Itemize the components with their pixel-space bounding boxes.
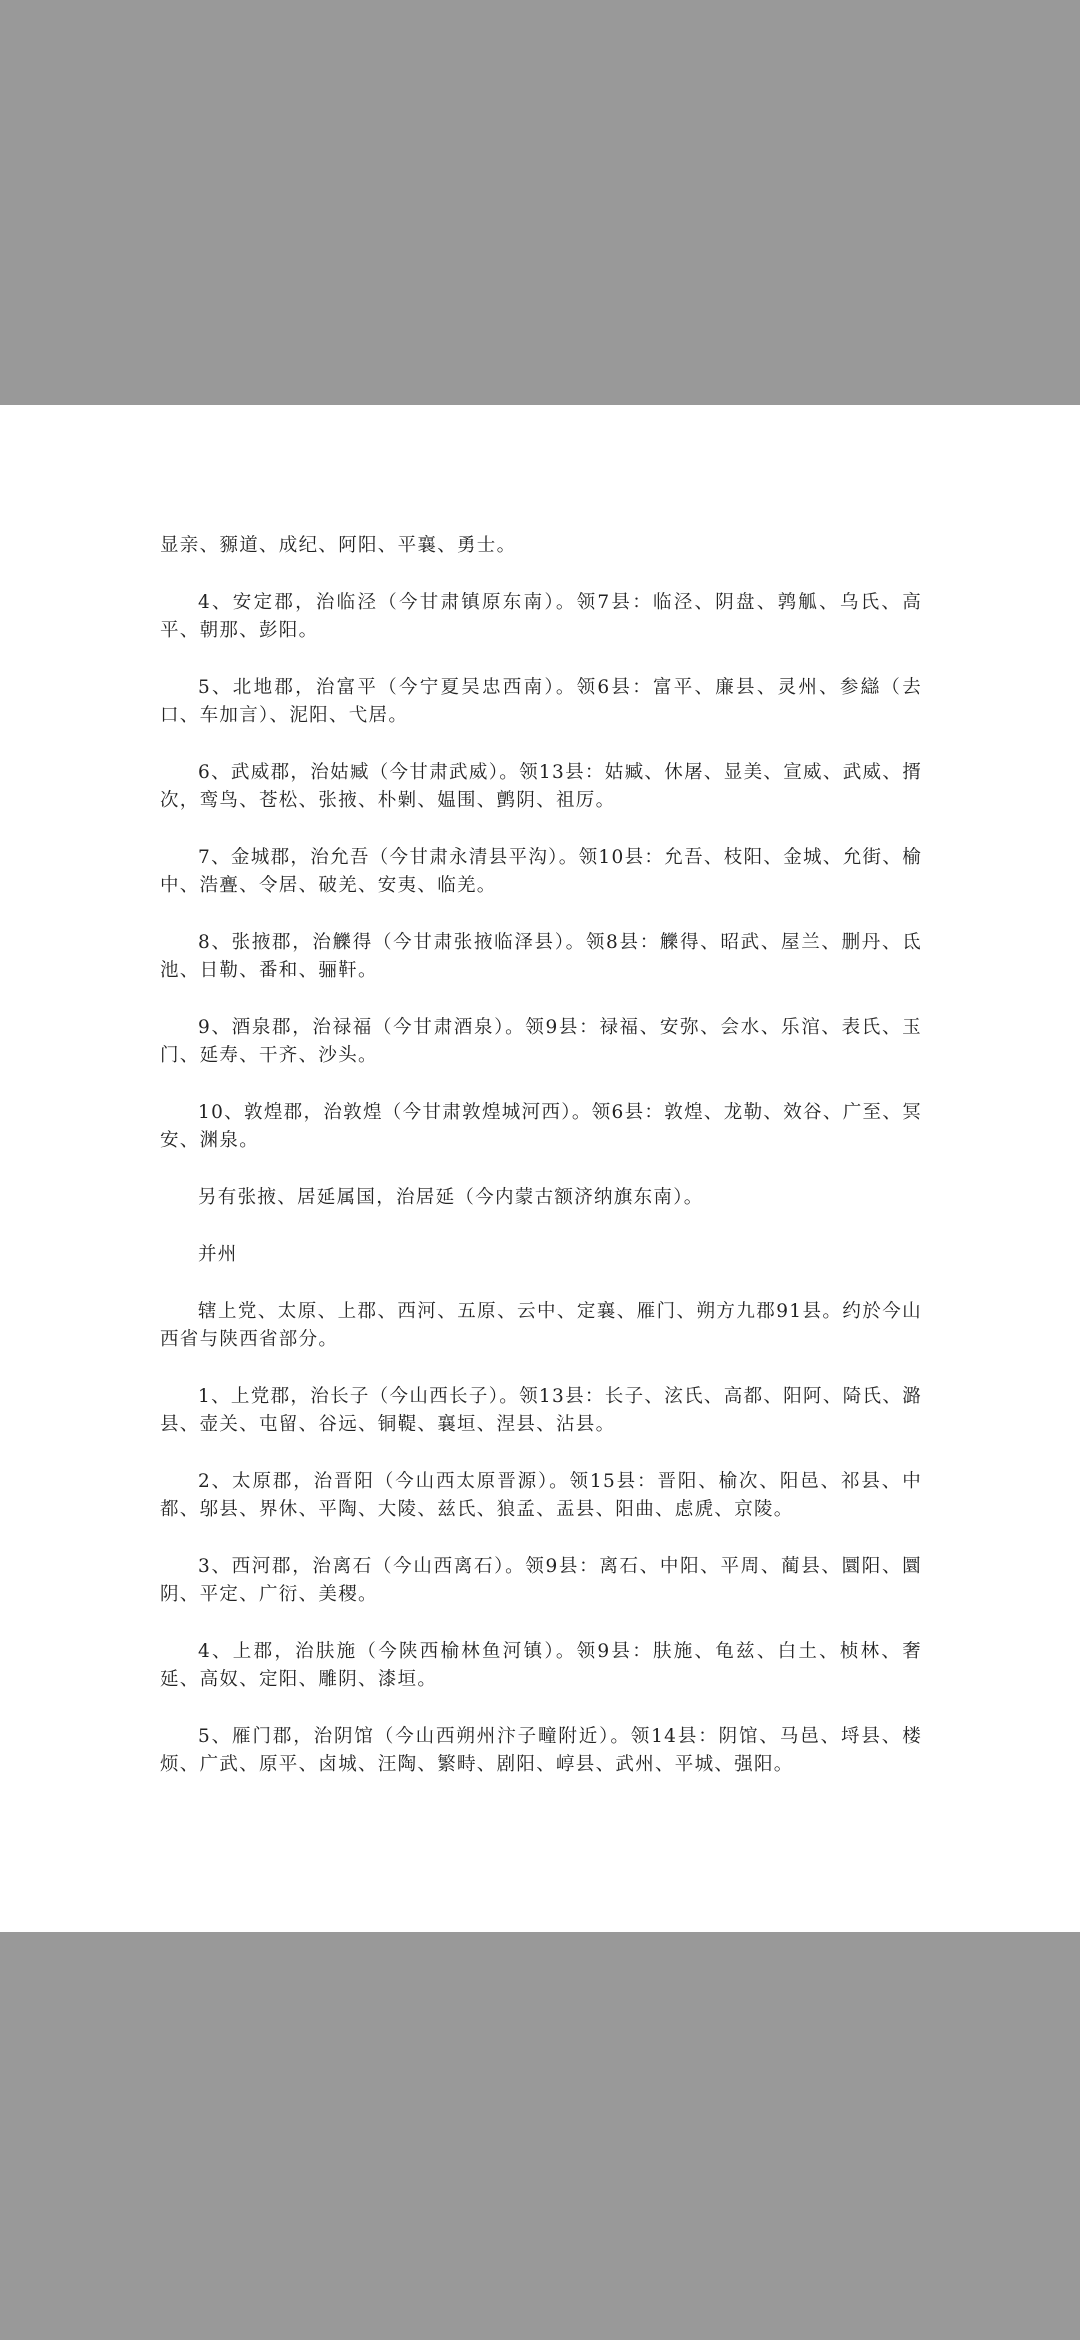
paragraph: 5、雁门郡，治阴馆（今山西朔州汴子疃附近）。领14县：阴馆、马邑、埒县、楼烦、广武、原平、卤城、汪陶、繁畤、剧阳、崞县、武州、平城、强阳。 [160, 1726, 922, 1775]
paragraph: 5、北地郡，治富平（今宁夏吴忠西南）。领6县：富平、廉县、灵州、参䜌（去口、车加言）、泥阳、弋居。 [160, 677, 922, 726]
paragraph: 2、太原郡，治晋阳（今山西太原晋源）。领15县：晋阳、榆次、阳邑、祁县、中都、邬县、界休、平陶、大陵、兹氏、狼孟、盂县、阳曲、虑虒、京陵。 [160, 1471, 922, 1520]
page-body [160, 532, 922, 1808]
paragraph: 并州 [198, 1244, 238, 1265]
paragraph: 辖上党、太原、上郡、西河、五原、云中、定襄、雁门、朔方九郡91县。约於今山西省与陕西省部分。 [160, 1301, 922, 1350]
paragraph: 9、酒泉郡，治禄福（今甘肃酒泉）。领9县：禄福、安弥、会水、乐涫、表氏、玉门、延寿、干齐、沙头。 [160, 1017, 922, 1066]
paragraph: 7、金城郡，治允吾（今甘肃永清县平沟）。领10县：允吾、枝阳、金城、允街、榆中、浩亹、令居、破羌、安夷、临羌。 [160, 847, 922, 896]
paragraph: 显亲、豲道、成纪、阿阳、平襄、勇士。 [160, 535, 517, 556]
paragraph: 3、西河郡，治离石（今山西离石）。领9县：离石、中阳、平周、蔺县、圜阳、圜阴、平定、广衍、美稷。 [160, 1556, 922, 1605]
paragraph: 6、武威郡，治姑臧（今甘肃武威）。领13县：姑臧、休屠、显美、宣威、武威、揟次，鸾鸟、苍松、张掖、朴劋、媪围、鹯阴、祖厉。 [160, 762, 922, 811]
paragraph: 4、安定郡，治临泾（今甘肃镇原东南）。领7县：临泾、阴盘、鹑觚、乌氏、高平、朝那、彭阳。 [160, 592, 922, 641]
paragraph: 另有张掖、居延属国，治居延（今内蒙古额济纳旗东南）。 [198, 1187, 704, 1208]
paragraph: 10、敦煌郡，治敦煌（今甘肃敦煌城河西）。领6县：敦煌、龙勒、效谷、广至、冥安、渊泉。 [160, 1102, 922, 1151]
paragraph: 4、上郡，治肤施（今陕西榆林鱼河镇）。领9县：肤施、龟兹、白土、桢林、奢延、高奴、定阳、雕阴、漆垣。 [160, 1641, 922, 1690]
paragraph: 8、张掖郡，治觻得（今甘肃张掖临泽县）。领8县：觻得、昭武、屋兰、删丹、氐池、日勒、番和、骊靬。 [160, 932, 922, 981]
paragraph: 1、上党郡，治长子（今山西长子）。领13县：长子、泫氏、高都、阳阿、陭氏、潞县、壶关、屯留、谷远、铜鞮、襄垣、涅县、沾县。 [160, 1386, 922, 1435]
document-page [0, 405, 1080, 1932]
